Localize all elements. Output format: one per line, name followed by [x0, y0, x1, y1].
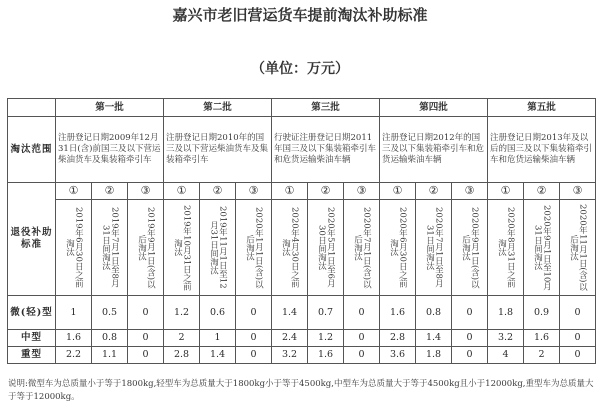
medium-cell: 0 — [128, 330, 164, 347]
period-text: 2020年9月1日(含)以后淘汰 — [460, 206, 480, 289]
batch-1-period-2 — [92, 200, 128, 296]
micro-cell: 0.7 — [308, 296, 344, 330]
subsidy-table — [7, 98, 596, 364]
medium-cell: 0 — [452, 330, 488, 347]
batch-3-scope: 行驶证注册登记日期2011年国三及以下集装箱牵引车和危货运输柴油车辆 — [272, 117, 380, 183]
batch-5-scope: 注册登记日期2013年及以后的国三及以下集装箱牵引车和危货运输柴油车辆 — [488, 117, 596, 183]
page-title: 嘉兴市老旧营运货车提前淘汰补助标准 — [172, 6, 428, 24]
batch-3-header: 第三批 — [272, 99, 380, 117]
batch-4-period-1 — [380, 200, 416, 296]
medium-cell: 1.4 — [416, 330, 452, 347]
batch-2-period-3 — [236, 200, 272, 296]
batch-4-period-3 — [452, 200, 488, 296]
heavy-row-label: 重型 — [8, 347, 56, 364]
batch-1-period-1 — [56, 200, 92, 296]
medium-cell: 0 — [344, 330, 380, 347]
medium-cell: 3.2 — [488, 330, 524, 347]
medium-cell: 0 — [236, 330, 272, 347]
circled-number: ② — [308, 183, 344, 200]
batch-3-period-2 — [308, 200, 344, 296]
batch-4-scope: 注册登记日期2012年的国三及以下集装箱牵引车和危货运输柴油车辆 — [380, 117, 488, 183]
medium-cell: 2.8 — [380, 330, 416, 347]
medium-cell: 1.6 — [524, 330, 560, 347]
period-text: 2019年10月31日之前淘汰 — [172, 204, 192, 291]
medium-cell: 0 — [560, 330, 596, 347]
medium-row-label: 中型 — [8, 330, 56, 347]
circled-number: ① — [56, 183, 92, 200]
period-row — [8, 200, 596, 296]
batch-5-period-1 — [488, 200, 524, 296]
heavy-cell: 3.2 — [272, 347, 308, 364]
micro-cell: 1.2 — [164, 296, 200, 330]
heavy-cell: 2.8 — [164, 347, 200, 364]
period-text: 2020年5月1日至6月30日间淘汰 — [316, 207, 336, 288]
batch-2-period-2 — [200, 200, 236, 296]
period-text: 2020年4月30日之前淘汰 — [280, 207, 300, 288]
circled-number: ② — [92, 183, 128, 200]
batch-1-period-3 — [128, 200, 164, 296]
heavy-cell: 0 — [128, 347, 164, 364]
batch-5-header: 第五批 — [488, 99, 596, 117]
period-text: 2019年6月30日之前淘汰 — [64, 207, 84, 288]
unit-label: （单位：万元） — [251, 61, 349, 77]
period-text: 2019年7月1日至8月31日间淘汰 — [100, 207, 120, 288]
micro-cell: 0 — [128, 296, 164, 330]
heavy-cell: 0 — [236, 347, 272, 364]
heavy-cell: 1.8 — [416, 347, 452, 364]
micro-cell: 1.6 — [380, 296, 416, 330]
micro-row — [8, 296, 596, 330]
batch-1-header: 第一批 — [56, 99, 164, 117]
circled-number: ③ — [452, 183, 488, 200]
medium-cell: 1.2 — [308, 330, 344, 347]
circled-number: ② — [200, 183, 236, 200]
micro-cell: 1 — [56, 296, 92, 330]
heavy-cell: 4 — [488, 347, 524, 364]
circled-number: ① — [380, 183, 416, 200]
heavy-cell: 1.1 — [92, 347, 128, 364]
corner-cell — [8, 99, 56, 117]
circled-number: ③ — [344, 183, 380, 200]
circled-number: ③ — [236, 183, 272, 200]
footnote: 说明:微型车为总质量小于等于1800kg,轻型车为总质量大于1800kg小于等于4500kg,中型车为总质量大于等于4500kg且小于12000kg,重型车为总质量大于等于12000kg。 — [8, 379, 594, 402]
medium-cell: 2.4 — [272, 330, 308, 347]
circled-number: ① — [164, 183, 200, 200]
micro-cell: 0.5 — [92, 296, 128, 330]
medium-cell: 1 — [200, 330, 236, 347]
micro-cell: 0 — [236, 296, 272, 330]
medium-row — [8, 330, 596, 347]
heavy-cell: 2.2 — [56, 347, 92, 364]
medium-cell: 2 — [164, 330, 200, 347]
micro-cell: 1.8 — [488, 296, 524, 330]
micro-cell: 0.6 — [200, 296, 236, 330]
micro-cell: 0 — [344, 296, 380, 330]
batch-3-period-3 — [344, 200, 380, 296]
period-text: 2020年7月1日至8月31日间淘汰 — [424, 207, 444, 288]
period-text: 2019年11月1日至12月31日间淘汰 — [208, 206, 228, 289]
batch-1-scope: 注册登记日期2009年12月31日(含)前国三及以下营运柴油货车及集装箱牵引车 — [56, 117, 164, 183]
micro-cell: 0.9 — [524, 296, 560, 330]
period-text: 2020年11月1日(含)以后淘汰 — [568, 204, 588, 291]
heavy-row — [8, 347, 596, 364]
micro-cell: 0 — [452, 296, 488, 330]
heavy-cell: 0 — [344, 347, 380, 364]
circled-number: ③ — [560, 183, 596, 200]
micro-row-label: 微(轻)型 — [8, 296, 56, 330]
medium-cell: 1.6 — [56, 330, 92, 347]
heavy-cell: 1.4 — [200, 347, 236, 364]
batch-2-header: 第二批 — [164, 99, 272, 117]
medium-cell: 0.8 — [92, 330, 128, 347]
scope-row-label: 淘汰范围 — [8, 117, 56, 183]
batch-5-period-3 — [560, 200, 596, 296]
heavy-cell: 2 — [524, 347, 560, 364]
batch-4-header: 第四批 — [380, 99, 488, 117]
circled-number: ① — [488, 183, 524, 200]
circled-number: ② — [416, 183, 452, 200]
circled-number: ① — [272, 183, 308, 200]
heavy-cell: 1.6 — [308, 347, 344, 364]
subsidy-period-row-label: 退役补助标准 — [8, 183, 56, 296]
micro-cell: 0.8 — [416, 296, 452, 330]
batch-4-period-2 — [416, 200, 452, 296]
heavy-cell: 3.6 — [380, 347, 416, 364]
period-text: 2019年9月1日(含)以后淘汰 — [136, 206, 156, 289]
batch-5-period-2 — [524, 200, 560, 296]
period-text: 2020年6月30日之前淘汰 — [388, 207, 408, 288]
heavy-cell: 0 — [452, 347, 488, 364]
batch-3-period-1 — [272, 200, 308, 296]
period-text: 2020年8月31日之前淘汰 — [496, 207, 516, 288]
circled-number: ③ — [128, 183, 164, 200]
micro-cell: 1.4 — [272, 296, 308, 330]
period-text: 2020年7月1日(含)以后淘汰 — [352, 206, 372, 289]
batch-2-scope: 注册登记日期2010年的国三及以下营运柴油货车及集装箱牵引车 — [164, 117, 272, 183]
circled-number-row — [8, 183, 596, 200]
micro-cell: 0 — [560, 296, 596, 330]
scope-row — [8, 117, 596, 183]
period-text: 2020年9月1日至10月31日间淘汰 — [532, 204, 552, 291]
heavy-cell: 0 — [560, 347, 596, 364]
period-text: 2020年1月1日(含)以后淘汰 — [244, 206, 264, 289]
batch-2-period-1 — [164, 200, 200, 296]
batch-header-row — [8, 99, 596, 117]
circled-number: ② — [524, 183, 560, 200]
